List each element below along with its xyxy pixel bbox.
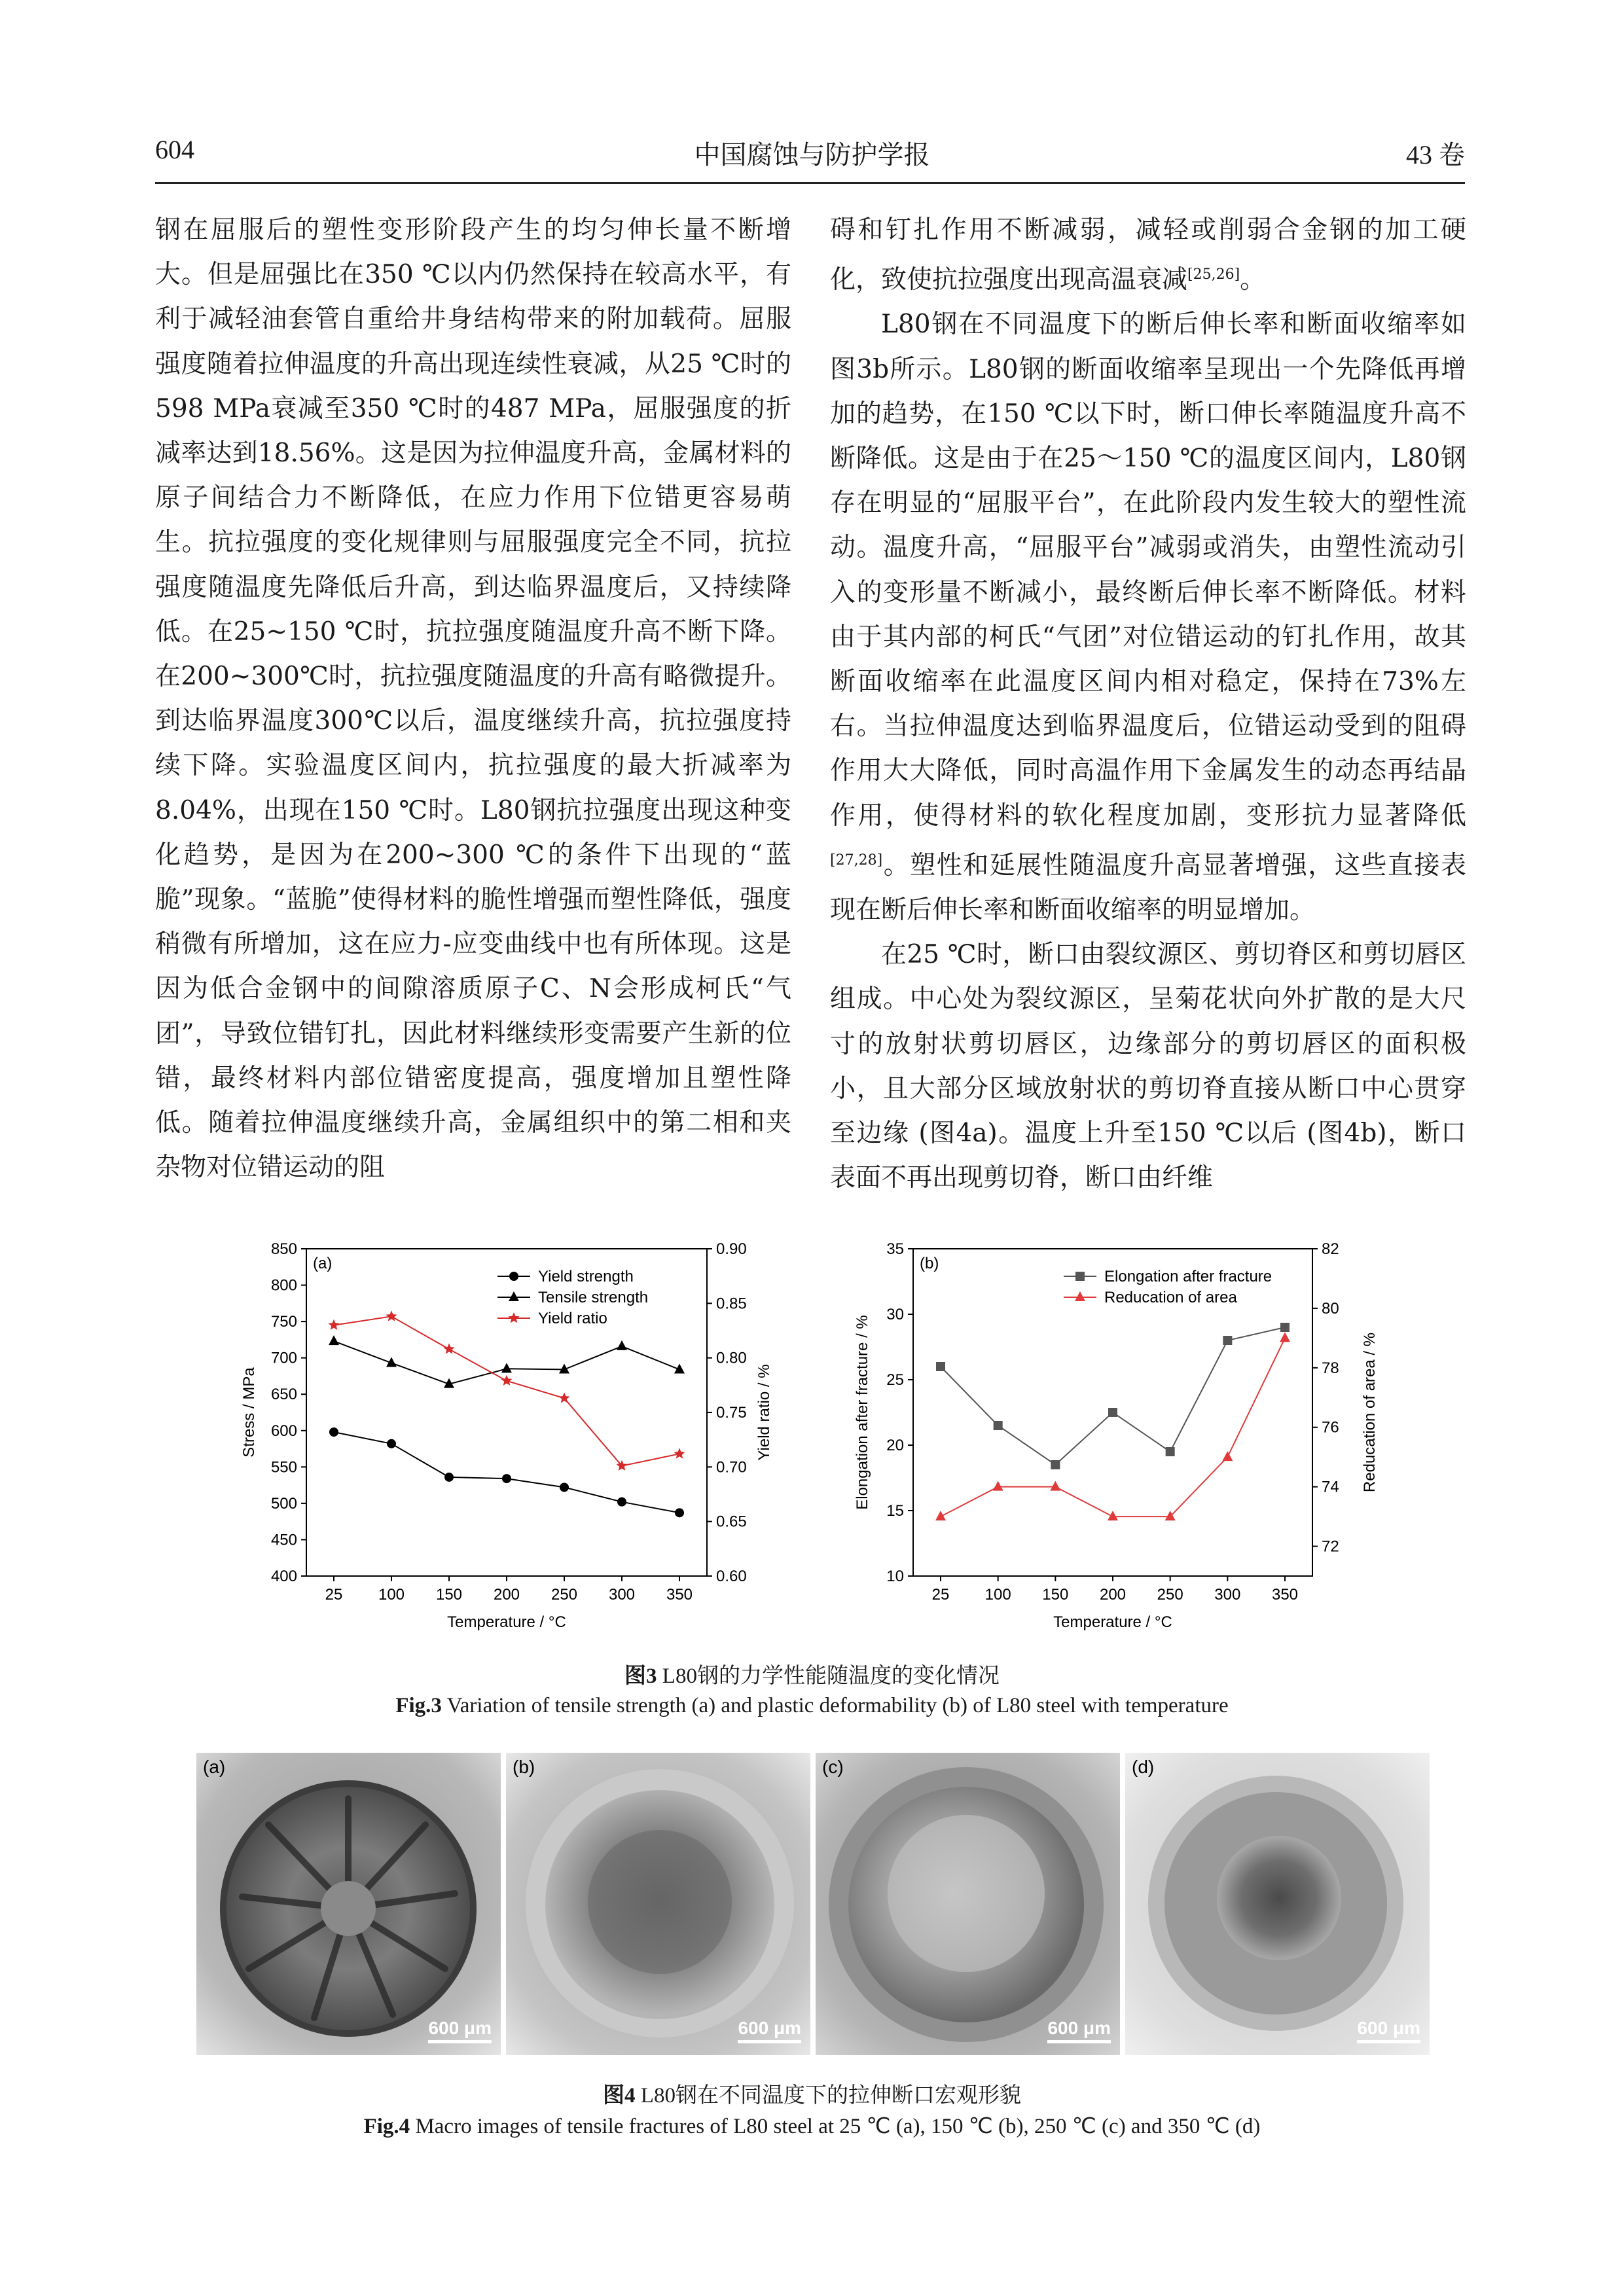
y-tick-label: 20	[886, 1437, 904, 1454]
y-axis-label: Stress / MPa	[240, 1367, 258, 1458]
fracture-photo-a	[196, 1753, 501, 2055]
data-point	[387, 1439, 396, 1448]
x-axis-label: Temperature / °C	[1053, 1613, 1172, 1631]
fig4-caption-en	[0, 2113, 1624, 2139]
x-tick-label: 300	[608, 1586, 636, 1604]
data-point	[1108, 1408, 1117, 1417]
y2-tick-label: 0.85	[716, 1295, 747, 1313]
series-line	[941, 1338, 1285, 1516]
data-point	[1050, 1481, 1060, 1491]
legend	[1064, 1268, 1272, 1306]
fig4-caption-en-text: Macro images of tensile fractures of L80 steel at 25 ℃ (a), 150 ℃ (b), 250 ℃ (c) and 350 ℃ (d)	[410, 2115, 1261, 2138]
fracture-image-a	[196, 1753, 501, 2055]
y2-tick-label: 78	[1322, 1359, 1339, 1377]
data-point	[1166, 1447, 1175, 1456]
data-point	[936, 1362, 945, 1371]
y2-tick-label: 82	[1322, 1240, 1339, 1258]
x-tick-label: 350	[666, 1586, 693, 1604]
data-point	[675, 1508, 684, 1517]
fig3-caption-cn-text: L80钢的力学性能随温度的变化情况	[657, 1664, 1000, 1688]
photo-label: (c)	[822, 1757, 844, 1777]
data-point	[617, 1340, 627, 1350]
paragraph-text: 在25 ℃时，断口由裂纹源区、剪切脊区和剪切唇区组成。中心处为裂纹源区，呈菊花状向外扩散的是大尺寸的放射状剪切唇区，边缘部分的剪切唇区的面积极小，且大部分区域放射状的剪切脊直接从断口中心贯穿至边缘 (图4a)。温度上升至150 ℃以后 (图4b)，断口表面不再出现剪切脊，断口由纤维	[830, 940, 1466, 1193]
panel-label: (a)	[313, 1255, 333, 1272]
x-tick-label: 250	[550, 1586, 578, 1604]
y-tick-label: 600	[270, 1422, 297, 1440]
paragraph-text: 碍和钉扎作用不断减弱，减轻或削弱合金钢的加工硬化，致使抗拉强度出现高温衰减	[830, 215, 1466, 295]
y-tick-label: 500	[270, 1494, 297, 1513]
fig3-caption-en	[0, 1694, 1624, 1718]
x-tick-label: 100	[984, 1586, 1011, 1604]
fig4-caption-cn-prefix: 图4	[603, 2084, 636, 2108]
body-paragraph	[830, 302, 1466, 933]
series-line	[334, 1432, 679, 1513]
fig4-caption-cn	[0, 2078, 1624, 2109]
page-number: 604	[155, 135, 194, 164]
data-point	[502, 1474, 511, 1483]
legend-marker	[508, 1312, 519, 1323]
header-rule	[155, 182, 1465, 184]
data-point	[1280, 1323, 1290, 1332]
citation-ref: [27,28]	[830, 852, 883, 869]
data-point	[993, 1481, 1003, 1491]
legend-marker	[1075, 1272, 1085, 1281]
right-column	[830, 208, 1466, 1200]
legend-label: Elongation after fracture	[1104, 1268, 1272, 1285]
body-paragraph	[830, 933, 1466, 1200]
x-tick-label: 150	[435, 1586, 463, 1604]
y2-tick-label: 0.75	[716, 1404, 747, 1422]
panel-label: (b)	[920, 1255, 939, 1272]
series-reducation-of-area	[935, 1332, 1290, 1520]
fracture-photo-b	[506, 1753, 810, 2055]
y-tick-label: 850	[270, 1240, 297, 1258]
y2-tick-label: 80	[1322, 1299, 1339, 1318]
fig3-caption-cn	[0, 1659, 1624, 1689]
legend-label: Reducation of area	[1104, 1289, 1237, 1306]
citation-ref: [25,26]	[1187, 266, 1240, 283]
y-tick-label: 650	[270, 1386, 297, 1404]
y-tick-label: 10	[886, 1568, 904, 1585]
paragraph-text: L80钢在不同温度下的断后伸长率和断面收缩率如图3b所示。L80钢的断面收缩率呈现出一个先降低再增加的趋势，在150 ℃以下时，断口伸长率随温度升高不断降低。这是由于在25～150 ℃的温度区间内，L80钢存在明显的“屈服平台”，在此阶段内发生较大的塑性流动。温度升高，“屈服平台”减弱或消失，由塑性流动引入的变形量不断减小，最终断后伸长率不断降低。材料由于其内部的柯氏“气团”对位错运动的钉扎作用，故其断面收缩率在此温度区间内相对稳定，保持在73%左右。当拉伸温度达到临界温度后，位错运动受到的阻碍作用大大降低，同时高温作用下金属发生的动态再结晶作用，使得材料的软化程度加剧，变形抗力显著降低	[830, 310, 1466, 831]
y2-tick-label: 72	[1322, 1537, 1339, 1556]
data-point	[501, 1375, 512, 1386]
scale-bar: 600 μm	[1357, 2018, 1420, 2043]
x-tick-label: 300	[1214, 1586, 1241, 1604]
data-point	[617, 1498, 626, 1507]
paragraph-text: 钢在屈服后的塑性变形阶段产生的均匀伸长量不断增大。但是屈强比在350 ℃以内仍然保持在较高水平，有利于减轻油套管自重给井身结构带来的附加载荷。屈服强度随着拉伸温度的升高出现连续性衰减，从25 ℃时的598 MPa衰减至350 ℃时的487 MPa，屈服强度的折减率达到18.56%。这是因为拉伸温度升高，金属材料的原子间结合力不断降低，在应力作用下位错更容易萌生。抗拉强度的变化规律则与屈服强度完全不同，抗拉强度随温度先降低后升高，到达临界温度后，又持续降低。在25~150 ℃时，抗拉强度随温度升高不断下降。在200~300℃时，抗拉强度随温度的升高有略微提升。到达临界温度300℃以后，温度继续升高，抗拉强度持续下降。实验温度区间内，抗拉强度的最大折减率为8.04%，出现在150 ℃时。L80钢抗拉强度出现这种变化趋势，是因为在200~300 ℃的条件下出现的“蓝脆”现象。“蓝脆”使得材料的脆性增强而塑性降低，强度稍微有所增加，这在应力-应变曲线中也有所体现。这是因为低合金钢中的间隙溶质原子C、N会形成柯氏“气团”，导致位错钉扎，因此材料继续形变需要产生新的位错，最终材料内部位错密度提高，强度增加且塑性降低。随着拉伸温度继续升高，金属组织中的第二相和夹杂物对位错运动的阻	[155, 215, 791, 1183]
y-tick-label: 30	[886, 1306, 904, 1323]
x-tick-label: 25	[931, 1586, 950, 1604]
y-tick-label: 450	[270, 1531, 297, 1549]
volume-number: 43 卷	[1406, 140, 1465, 170]
data-point	[329, 1335, 339, 1345]
photo-label: (a)	[203, 1757, 226, 1777]
fig3-caption-en-text: Variation of tensile strength (a) and plastic deformability (b) of L80 steel with temperature	[441, 1694, 1229, 1717]
y-tick-label: 25	[886, 1371, 904, 1389]
data-point	[1108, 1511, 1118, 1520]
y-tick-label: 400	[270, 1568, 297, 1585]
series-line	[334, 1316, 679, 1465]
fig4-caption-cn-text: L80钢在不同温度下的拉伸断口宏观形貌	[635, 2084, 1021, 2108]
fracture-image-b	[506, 1753, 810, 2055]
y-tick-label: 700	[270, 1349, 297, 1367]
y2-tick-label: 74	[1322, 1478, 1339, 1496]
body-paragraph	[830, 208, 1466, 302]
y-tick-label: 800	[270, 1276, 297, 1295]
data-point	[1222, 1451, 1233, 1461]
y2-tick-label: 0.90	[716, 1240, 747, 1258]
y-tick-label: 750	[270, 1313, 297, 1331]
chart-elongation-reduction	[841, 1237, 1430, 1643]
x-tick-label: 250	[1157, 1586, 1183, 1604]
photo-label: (d)	[1132, 1757, 1155, 1777]
legend-marker	[509, 1272, 518, 1281]
data-point	[994, 1421, 1003, 1430]
legend	[497, 1268, 648, 1327]
scale-bar: 600 μm	[428, 2018, 492, 2043]
fracture-image-d	[1125, 1753, 1430, 2055]
chart-yield-tensile-strength	[223, 1237, 812, 1643]
y-tick-label: 550	[270, 1458, 297, 1477]
data-point	[501, 1363, 512, 1372]
journal-title: 中国腐蚀与防护学报	[694, 140, 930, 170]
data-point	[328, 1319, 339, 1330]
scale-bar: 600 μm	[1047, 2018, 1111, 2043]
data-point	[444, 1473, 454, 1482]
paragraph-tail: 。塑性和延展性随温度升高显著增强，这些直接表现在断后伸长率和断面收缩率的明显增加。	[830, 850, 1466, 925]
fracture-image-c	[816, 1753, 1120, 2055]
fig3-caption-cn-prefix: 图3	[624, 1664, 657, 1688]
y2-tick-label: 0.65	[716, 1513, 747, 1531]
data-point	[443, 1343, 454, 1354]
y2-axis-label: Reducation of area / %	[1361, 1332, 1379, 1493]
fracture-photo-c	[816, 1753, 1120, 2055]
legend-marker	[1075, 1291, 1085, 1301]
scale-bar: 600 μm	[738, 2018, 801, 2043]
x-tick-label: 150	[1042, 1586, 1069, 1604]
photo-label: (b)	[513, 1757, 535, 1777]
legend-label: Tensile strength	[538, 1289, 649, 1306]
x-tick-label: 25	[325, 1586, 343, 1604]
left-column	[155, 208, 791, 1190]
data-point	[558, 1392, 569, 1403]
series-elongation-after-fracture	[936, 1323, 1290, 1469]
y2-tick-label: 76	[1322, 1418, 1339, 1437]
y2-tick-label: 0.80	[716, 1349, 747, 1367]
x-axis-label: Temperature / °C	[447, 1613, 566, 1631]
legend-label: Yield ratio	[538, 1310, 607, 1327]
x-tick-label: 200	[1099, 1586, 1127, 1604]
legend-label: Yield strength	[538, 1268, 634, 1285]
data-point	[1223, 1336, 1232, 1345]
legend-marker	[509, 1291, 519, 1301]
data-point	[1051, 1460, 1060, 1469]
data-point	[329, 1427, 338, 1437]
x-tick-label: 100	[378, 1586, 405, 1604]
fig3-caption-en-prefix: Fig.3	[395, 1694, 442, 1717]
y2-axis-label: Yield ratio / %	[755, 1364, 773, 1461]
series-yield-strength	[329, 1427, 684, 1517]
data-point	[560, 1482, 569, 1492]
data-point	[935, 1511, 946, 1520]
paragraph-tail: 。	[1240, 265, 1266, 295]
y2-tick-label: 0.60	[716, 1568, 747, 1585]
data-point	[1280, 1332, 1290, 1342]
y2-tick-label: 0.70	[716, 1458, 747, 1477]
x-tick-label: 200	[493, 1586, 520, 1604]
fracture-photo-d	[1125, 1753, 1430, 2055]
series-yield-ratio	[328, 1310, 685, 1471]
data-point	[386, 1310, 397, 1321]
fig4-caption-en-prefix: Fig.4	[363, 2115, 410, 2138]
y-axis-label: Elongation after fracture / %	[854, 1315, 871, 1510]
y-tick-label: 15	[886, 1502, 904, 1520]
body-paragraph	[155, 208, 791, 1190]
data-point	[674, 1448, 685, 1458]
y-tick-label: 35	[886, 1240, 904, 1258]
x-tick-label: 350	[1271, 1586, 1299, 1604]
